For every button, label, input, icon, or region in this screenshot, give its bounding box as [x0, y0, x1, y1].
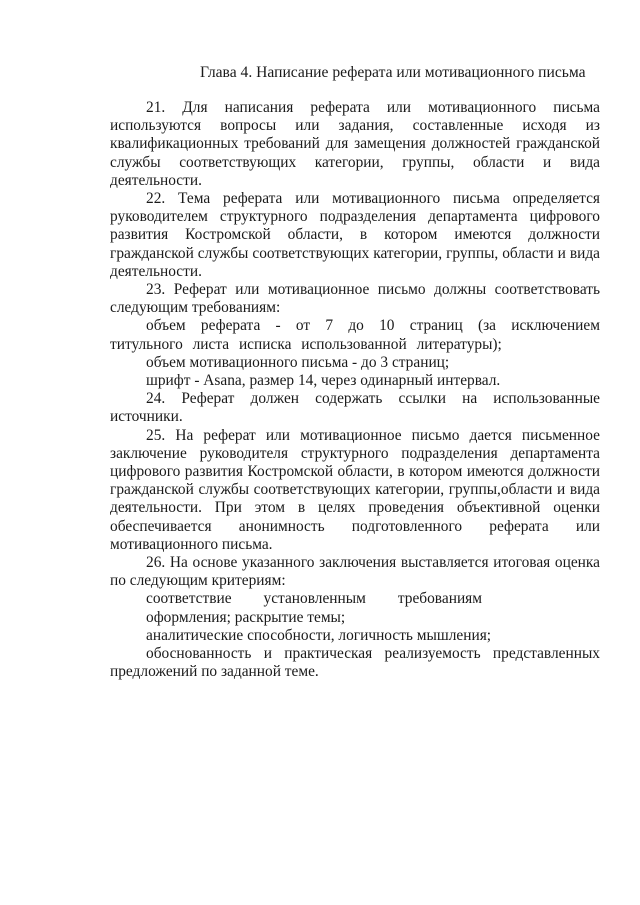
criterion-item-formatting-line2: оформления; раскрытие темы; [146, 608, 346, 626]
paragraph-21: 21. Для написания реферата или мотивационного письма используются вопросы или задания, составленные исходя из квалификационных требований для замещения должностей гражданской службы соответствующих категории, группы, области и вида деятельности. [110, 99, 600, 189]
paragraph-24: 24. Реферат должен содержать ссылки на использованные источники. [110, 390, 600, 426]
requirement-item-reference-volume: объем реферата - от 7 до 10 страниц (за исключением титульного листа исписка использованной литературы); [110, 317, 600, 353]
paragraph-25: 25. На реферат или мотивационное письмо дается письменное заключение руководителя структурного подразделения департамента цифрового развития Костромской области, в котором имеются должности гражданской службы соответствующих категории, группы,области и вида деятельности. При этом в целях проведения объективной оценки обеспечивается анонимность подготовленного реферата или мотивационного письма. [110, 426, 600, 553]
criterion-word-3: требованиям [397, 590, 482, 608]
document-body [110, 99, 600, 682]
criterion-item-justification: обоснованность и практическая реализуемость представленных предложений по заданной теме. [110, 645, 600, 681]
criterion-word-2: установленным [263, 590, 366, 608]
paragraph-26: 26. На основе указанного заключения выставляется итоговая оценка по следующим критериям: [110, 554, 600, 590]
criterion-word-1: соответствие [146, 590, 232, 608]
requirement-item-font: шрифт - Asana, размер 14, через одинарный интервал. [146, 372, 501, 390]
criterion-item-analytics: аналитические способности, логичность мышления; [146, 626, 492, 644]
paragraph-22: 22. Тема реферата или мотивационного письма определяется руководителем структурного подразделения департамента цифрового развития Костромской области, в котором имеются должности гражданской службы соответствующих категории, группы, области и вида деятельности. [110, 190, 600, 280]
requirement-item-letter-volume: объем мотивационного письма - до 3 страниц; [146, 353, 450, 371]
paragraph-23: 23. Реферат или мотивационное письмо должны соответствовать следующим требованиям: [110, 281, 600, 317]
chapter-title: Глава 4. Написание реферата или мотивационного письма [200, 64, 586, 81]
criterion-item-formatting-line1 [110, 590, 600, 608]
